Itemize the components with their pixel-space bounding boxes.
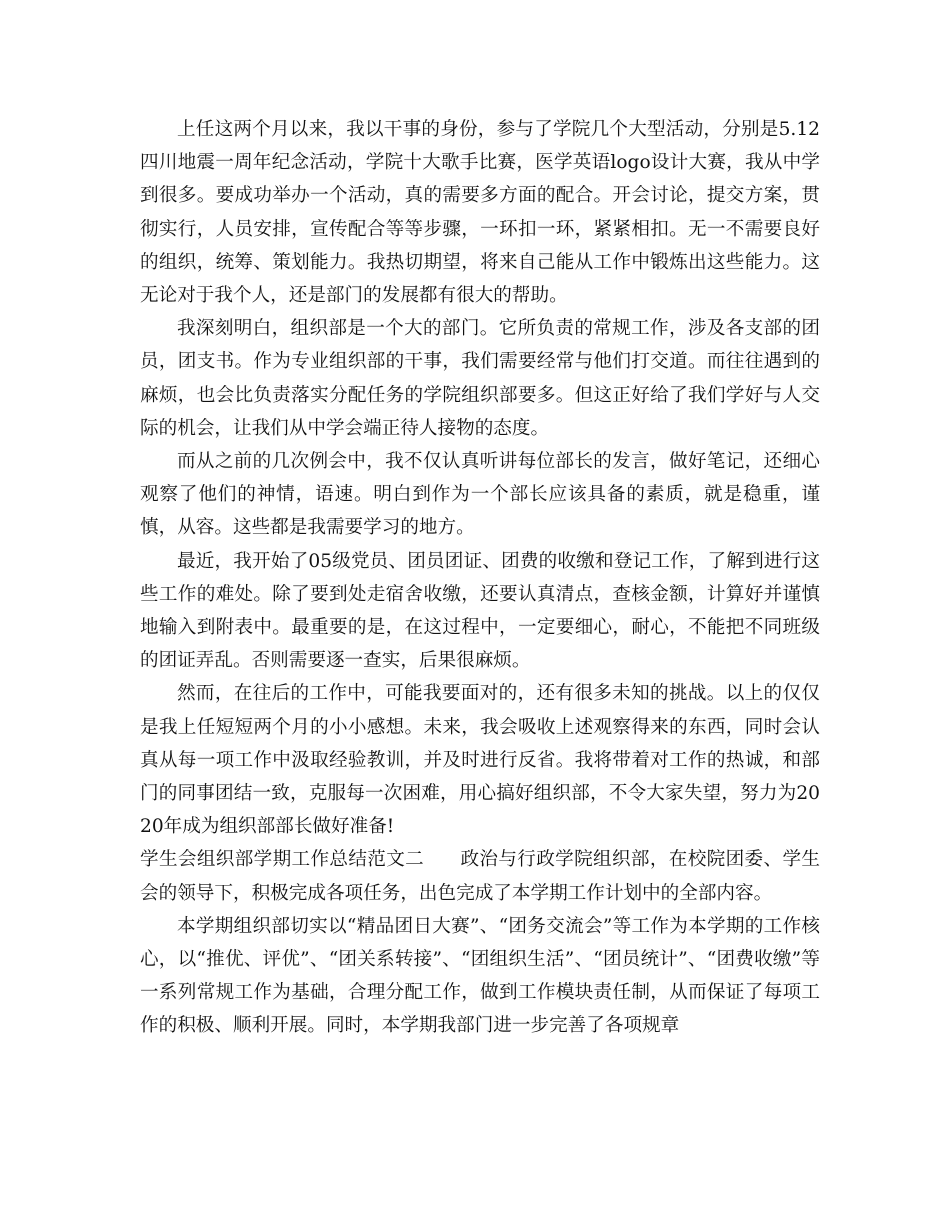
paragraph-1: 上任这两个月以来，我以干事的身份，参与了学院几个大型活动，分别是5.12四川地震一周年纪念活动，学院十大歌手比赛，医学英语logo设计大赛，我从中学到很多。要成功举办一个活动，真的需要多方面的配合。开会讨论，提交方案，贯彻实行，人员安排，宣传配合等等步骤，一环扣一环，紧紧相扣。无一不需要良好的组织，统筹、策划能力。我热切期望，将来自己能从工作中锻炼出这些能力。这无论对于我个人，还是部门的发展都有很大的帮助。 <box>140 119 820 307</box>
paragraph-5: 然而，在往后的工作中，可能我要面对的，还有很多未知的挑战。以上的仅仅是我上任短短两个月的小小感想。未来，我会吸收上述观察得来的东西，同时会认真从每一项工作中汲取经验教训，并及时进行反省。我将带着对工作的热诚，和部门的同事团结一致，克服每一次困难，用心搞好组织部，不令大家失望，努力为2020年成为组织部部长做好准备! <box>140 683 820 838</box>
section-title: 学生会组织部学期工作总结范文二 <box>140 849 425 871</box>
document-page <box>140 113 820 1043</box>
paragraph-final: 本学期组织部切实以“精品团日大赛”、“团务交流会”等工作为本学期的工作核心，以“推优、评优”、“团关系转接”、“团组织生活”、“团员统计”、“团费收缴”等一系列常规工作为基础，合理分配工作，做到工作模块责任制，从而保证了每项工作的积极、顺利开展。同时，本学期我部门进一步完善了各项规章 <box>140 915 820 1037</box>
paragraph-4: 最近，我开始了05级党员、团员团证、团费的收缴和登记工作，了解到进行这些工作的难处。除了要到处走宿舍收缴，还要认真清点，查核金额，计算好并谨慎地输入到附表中。最重要的是，在这过程中，一定要细心，耐心，不能把不同班级的团证弄乱。否则需要逐一查实，后果很麻烦。 <box>140 550 820 672</box>
paragraph-3: 而从之前的几次例会中，我不仅认真听讲每位部长的发言，做好笔记，还细心观察了他们的神情，语速。明白到作为一个部长应该具备的素质，就是稳重，谨慎，从容。这些都是我需要学习的地方。 <box>140 451 820 539</box>
section-intro: 政治与行政学院组织部，在校院团委、学生会的领导下，积极完成各项任务，出色完成了本学期工作计划中的全部内容。 <box>140 849 820 904</box>
section-heading-paragraph <box>140 843 820 909</box>
paragraph-2: 我深刻明白，组织部是一个大的部门。它所负责的常规工作，涉及各支部的团员，团支书。作为专业组织部的干事，我们需要经常与他们打交道。而往往遇到的麻烦，也会比负责落实分配任务的学院组织部要多。但这正好给了我们学好与人交际的机会，让我们从中学会端正待人接物的态度。 <box>140 318 820 439</box>
